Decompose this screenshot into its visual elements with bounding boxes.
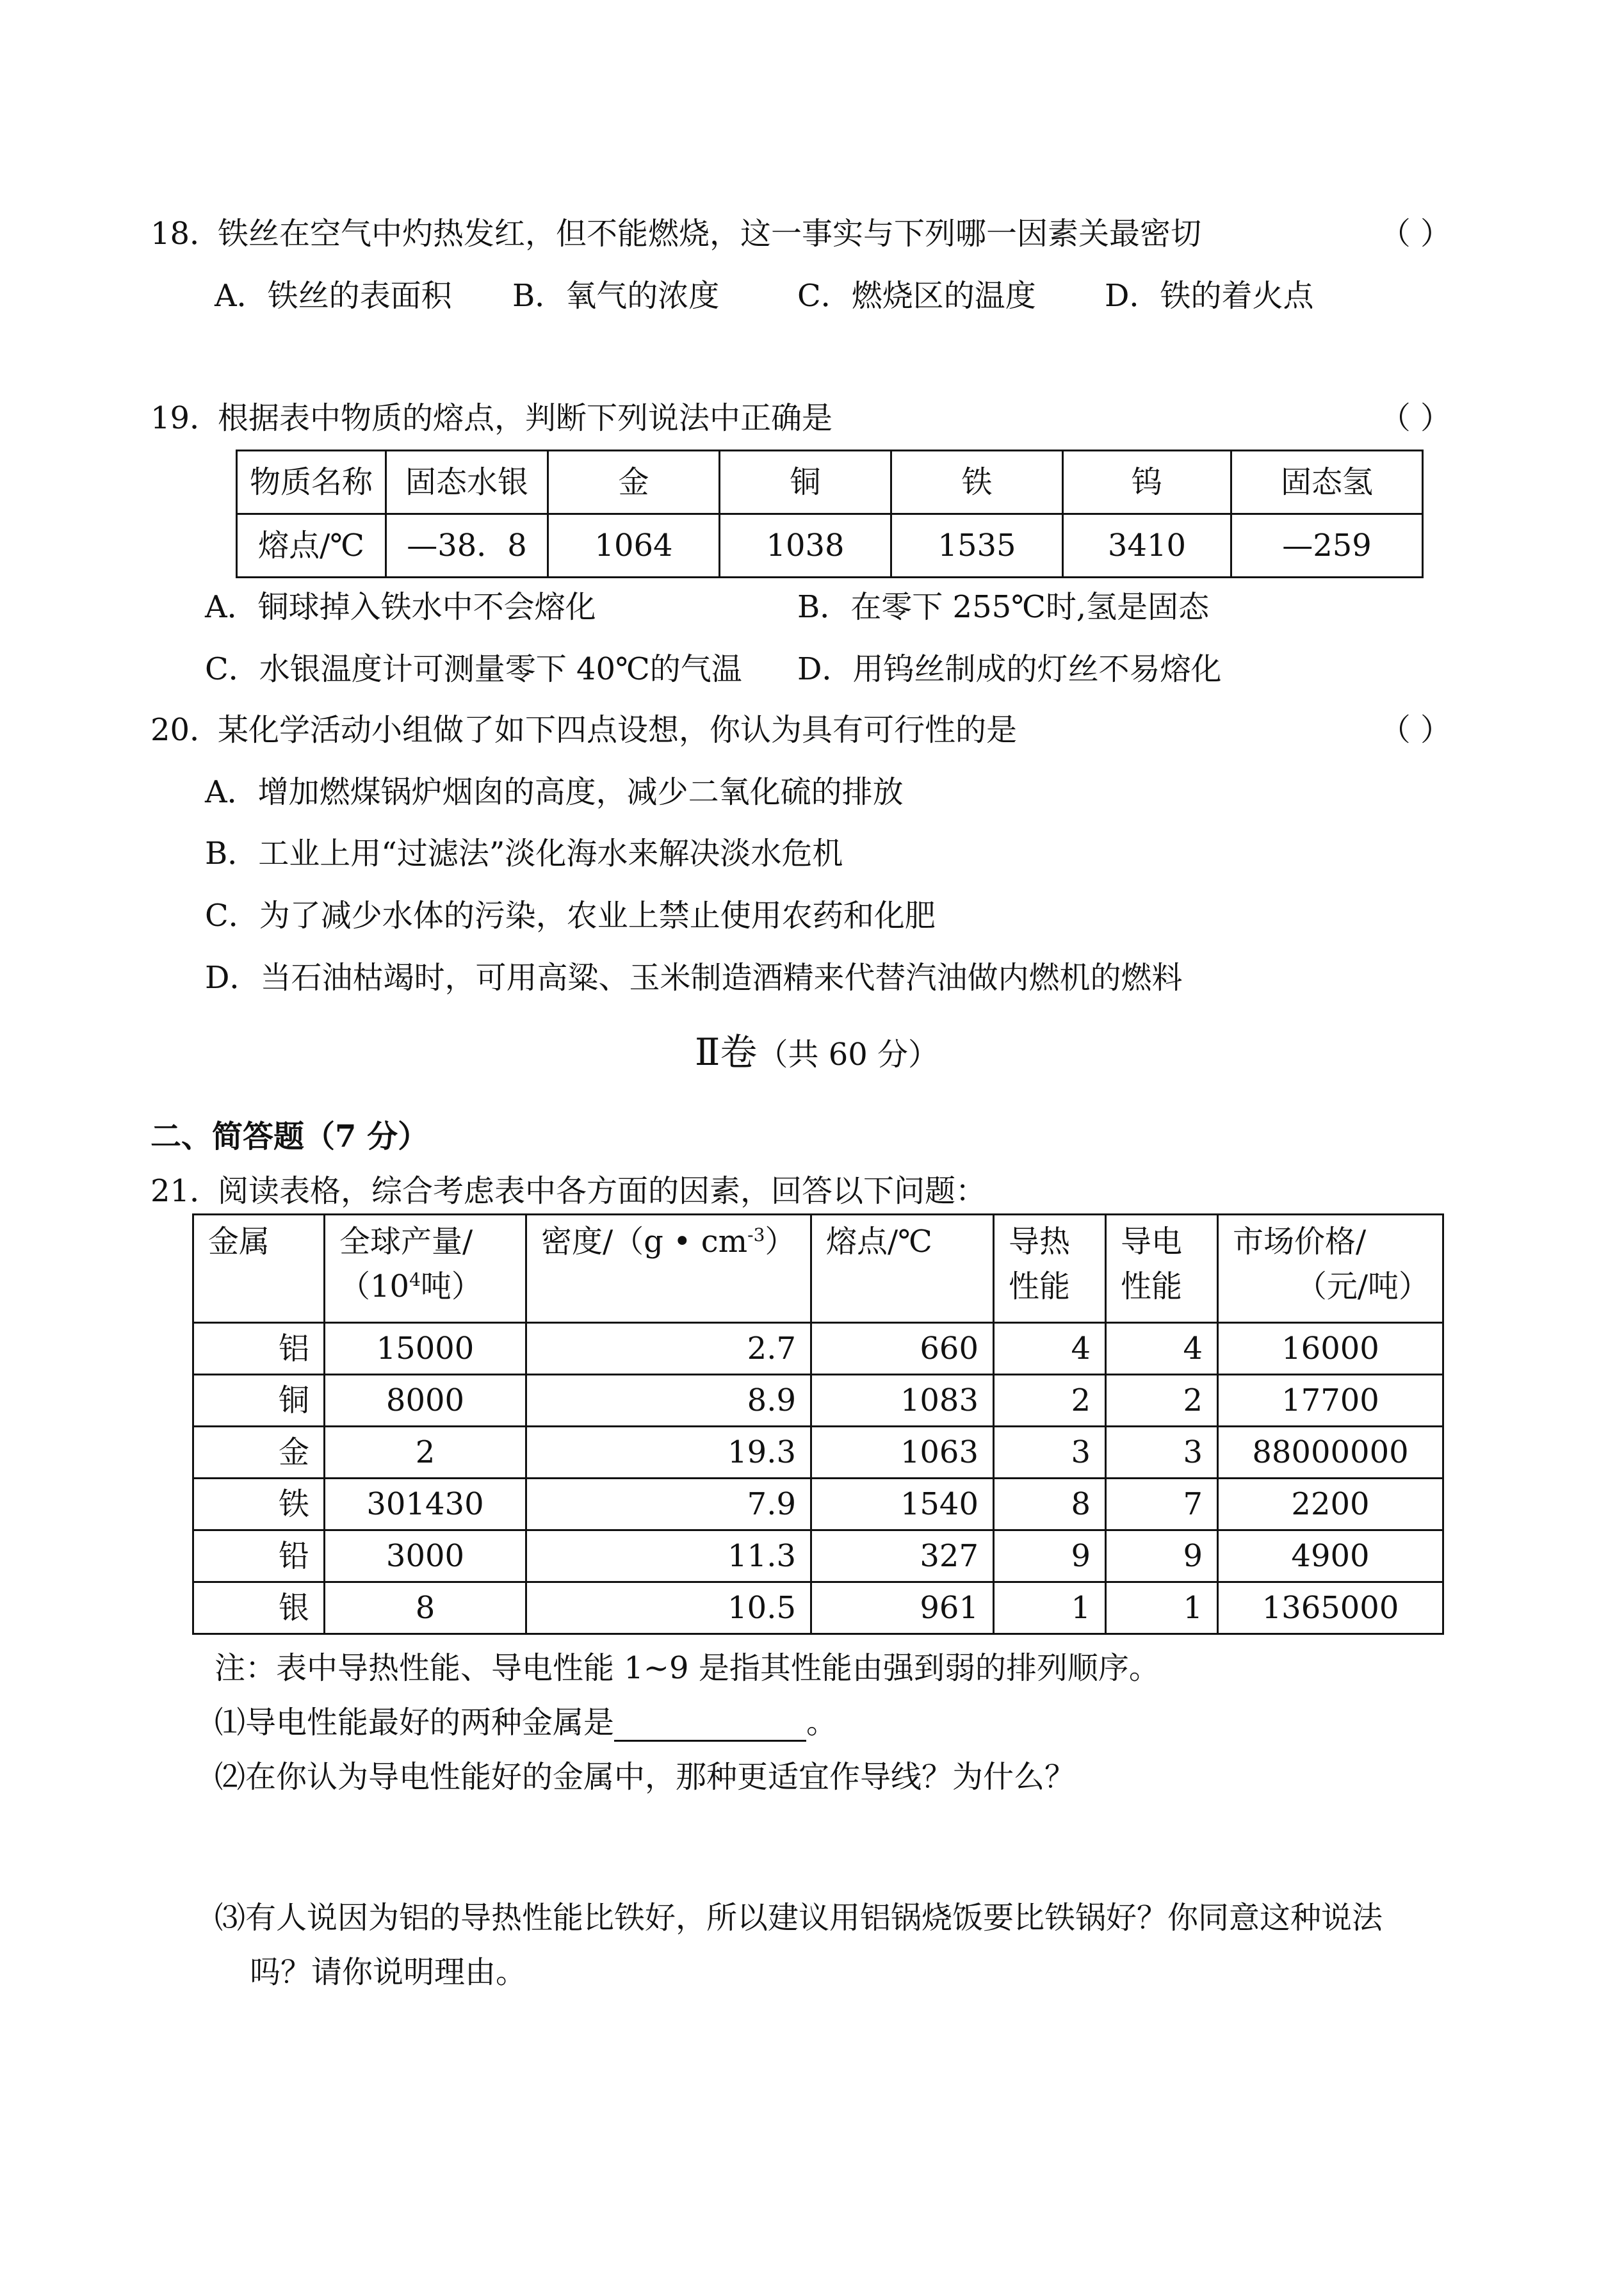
table-cell: 1038 [720, 514, 891, 578]
header-output-line1: 全球产量/ [339, 1224, 473, 1260]
q21-number: 21． [150, 1173, 221, 1209]
table-cell: 7 [1106, 1479, 1218, 1530]
q19-option-d: D．用钨丝制成的灯丝不易熔化 [797, 651, 1222, 687]
header-price-line2: （元/吨） [1295, 1269, 1429, 1304]
q21-text: 阅读表格，综合考虑表中各方面的因素，回答以下问题： [218, 1173, 987, 1209]
table-cell: 铝 [193, 1323, 325, 1375]
header-density-exponent: -3 [747, 1224, 765, 1245]
table-cell: 961 [811, 1582, 994, 1634]
q21-sub1-answer-blank[interactable] [614, 1708, 806, 1742]
table-cell: 1063 [811, 1427, 994, 1479]
header-heat-conductivity [994, 1215, 1106, 1323]
header-market-price [1218, 1215, 1443, 1323]
q21-table-body [193, 1323, 1443, 1634]
header-density-text: 密度/（g • cm [541, 1224, 748, 1260]
q19-table-row [237, 514, 1423, 578]
table-cell: 铜 [720, 451, 891, 514]
q21-sub1-end: 。 [806, 1705, 838, 1740]
table-cell: 1365000 [1218, 1582, 1443, 1634]
part2-score: （共 60 分） [757, 1037, 939, 1073]
header-metal: 金属 [193, 1215, 325, 1323]
table-cell: 8.9 [526, 1375, 811, 1427]
table-row [193, 1582, 1443, 1634]
table-cell: 1 [1106, 1582, 1218, 1634]
table-cell: 铅 [193, 1530, 325, 1582]
q21-note: 注：表中导热性能、导电性能 1~9 是指其性能由强到弱的排列顺序。 [215, 1650, 1160, 1686]
header-density [526, 1215, 811, 1323]
q19-melting-point-table [236, 450, 1424, 578]
table-cell: 301430 [325, 1479, 526, 1530]
table-row [193, 1427, 1443, 1479]
header-output-unit-a: （10 [339, 1269, 410, 1304]
table-cell: 4 [1106, 1323, 1218, 1375]
q20-option-b: B．工业上用“过滤法”淡化海水来解决淡水危机 [205, 836, 843, 872]
header-elec-line2: 性能 [1121, 1269, 1183, 1304]
q18-answer-bracket: （ ） [1379, 216, 1451, 252]
table-row [193, 1323, 1443, 1375]
q19-answer-bracket: （ ） [1379, 400, 1451, 436]
table-row [193, 1530, 1443, 1582]
q19-text: 根据表中物质的熔点，判断下列说法中正确是 [218, 400, 833, 436]
table-cell: 物质名称 [237, 451, 386, 514]
table-cell: 1064 [548, 514, 720, 578]
header-elec-line1: 导电 [1121, 1224, 1183, 1260]
table-cell: 8000 [325, 1375, 526, 1427]
table-cell: 1 [994, 1582, 1106, 1634]
table-cell: 1540 [811, 1479, 994, 1530]
table-cell: 10.5 [526, 1582, 811, 1634]
table-cell: 17700 [1218, 1375, 1443, 1427]
table-cell: 15000 [325, 1323, 526, 1375]
table-cell: 2 [1106, 1375, 1218, 1427]
header-output [325, 1215, 526, 1323]
q21-table-header-row [193, 1215, 1443, 1323]
header-electric-conductivity [1106, 1215, 1218, 1323]
table-cell: 327 [811, 1530, 994, 1582]
table-cell: 4900 [1218, 1530, 1443, 1582]
table-cell: 8 [325, 1582, 526, 1634]
q21-sub1 [215, 1703, 837, 1742]
q21-sub1-text: ⑴导电性能最好的两种金属是 [215, 1705, 615, 1740]
table-cell: 2200 [1218, 1479, 1443, 1530]
table-cell: 88000000 [1218, 1427, 1443, 1479]
header-heat-line1: 导热 [1009, 1224, 1071, 1260]
q18-number: 18． [150, 216, 221, 252]
header-output-unit-b: 吨） [420, 1269, 482, 1304]
table-cell: 3 [1106, 1427, 1218, 1479]
table-cell: —259 [1231, 514, 1423, 578]
header-heat-line2: 性能 [1009, 1269, 1071, 1304]
table-cell: 8 [994, 1479, 1106, 1530]
header-density-close: ） [765, 1224, 796, 1260]
table-row [193, 1375, 1443, 1427]
table-cell: 3000 [325, 1530, 526, 1582]
q20-option-a: A．增加燃煤锅炉烟囱的高度，减少二氧化硫的排放 [205, 774, 904, 810]
table-cell: 熔点/℃ [237, 514, 386, 578]
table-cell: 16000 [1218, 1323, 1443, 1375]
table-cell: 铁 [193, 1479, 325, 1530]
table-cell: 1083 [811, 1375, 994, 1427]
q18-text: 铁丝在空气中灼热发红，但不能燃烧，这一事实与下列哪一因素关最密切 [218, 216, 1202, 252]
table-cell: 金 [548, 451, 720, 514]
q20-option-d: D．当石油枯竭时，可用高粱、玉米制造酒精来代替汽油做内燃机的燃料 [205, 960, 1183, 996]
q19-option-c: C．水银温度计可测量零下 40℃的气温 [205, 651, 742, 687]
table-row [193, 1479, 1443, 1530]
q19-number: 19． [150, 400, 221, 436]
table-cell: 2.7 [526, 1323, 811, 1375]
table-cell: —38．8 [386, 514, 548, 578]
table-cell: 固态氢 [1231, 451, 1423, 514]
header-output-exponent: 4 [409, 1269, 421, 1290]
q20-text: 某化学活动小组做了如下四点设想，你认为具有可行性的是 [218, 712, 1018, 748]
table-cell: 9 [1106, 1530, 1218, 1582]
table-cell: 铜 [193, 1375, 325, 1427]
q20-answer-bracket: （ ） [1379, 712, 1451, 748]
table-cell: 9 [994, 1530, 1106, 1582]
q19-table-header-row [237, 451, 1423, 514]
q21-sub2: ⑵在你认为导电性能好的金属中，那种更适宜作导线？为什么？ [215, 1759, 1076, 1795]
table-cell: 银 [193, 1582, 325, 1634]
q20-option-c: C．为了减少水体的污染，农业上禁止使用农药和化肥 [205, 898, 936, 934]
q21-metal-properties-table [192, 1213, 1444, 1635]
table-cell: 2 [325, 1427, 526, 1479]
q19-option-a: A．铜球掉入铁水中不会熔化 [205, 589, 596, 625]
q18-option-c: C．燃烧区的温度 [797, 278, 1036, 314]
header-melting-point: 熔点/℃ [811, 1215, 994, 1323]
table-cell: 4 [994, 1323, 1106, 1375]
header-output-line2 [339, 1264, 525, 1309]
part2-heading [695, 1030, 939, 1074]
table-cell: 钨 [1063, 451, 1231, 514]
table-cell: 金 [193, 1427, 325, 1479]
table-cell: 11.3 [526, 1530, 811, 1582]
table-cell: 1535 [891, 514, 1063, 578]
table-cell: 660 [811, 1323, 994, 1375]
header-price-line1: 市场价格/ [1233, 1224, 1367, 1260]
q21-sub3-line2: 吗？请你说明理由。 [250, 1954, 527, 1990]
q18-option-d: D．铁的着火点 [1105, 278, 1314, 314]
q18-option-a: A．铁丝的表面积 [215, 278, 452, 314]
table-cell: 固态水银 [386, 451, 548, 514]
q20-number: 20． [150, 712, 221, 748]
table-cell: 3 [994, 1427, 1106, 1479]
section-heading: 二、简答题（7 分） [150, 1119, 429, 1155]
table-cell: 3410 [1063, 514, 1231, 578]
q21-sub3-line1: ⑶有人说因为铝的导热性能比铁好，所以建议用铝锅烧饭要比铁锅好？你同意这种说法 [215, 1900, 1383, 1936]
table-cell: 19.3 [526, 1427, 811, 1479]
table-cell: 铁 [891, 451, 1063, 514]
table-cell: 7.9 [526, 1479, 811, 1530]
q18-option-b: B．氧气的浓度 [512, 278, 720, 314]
q19-option-b: B．在零下 255℃时,氢是固态 [797, 589, 1210, 625]
table-cell: 2 [994, 1375, 1106, 1427]
part2-title: Ⅱ卷 [695, 1030, 758, 1074]
